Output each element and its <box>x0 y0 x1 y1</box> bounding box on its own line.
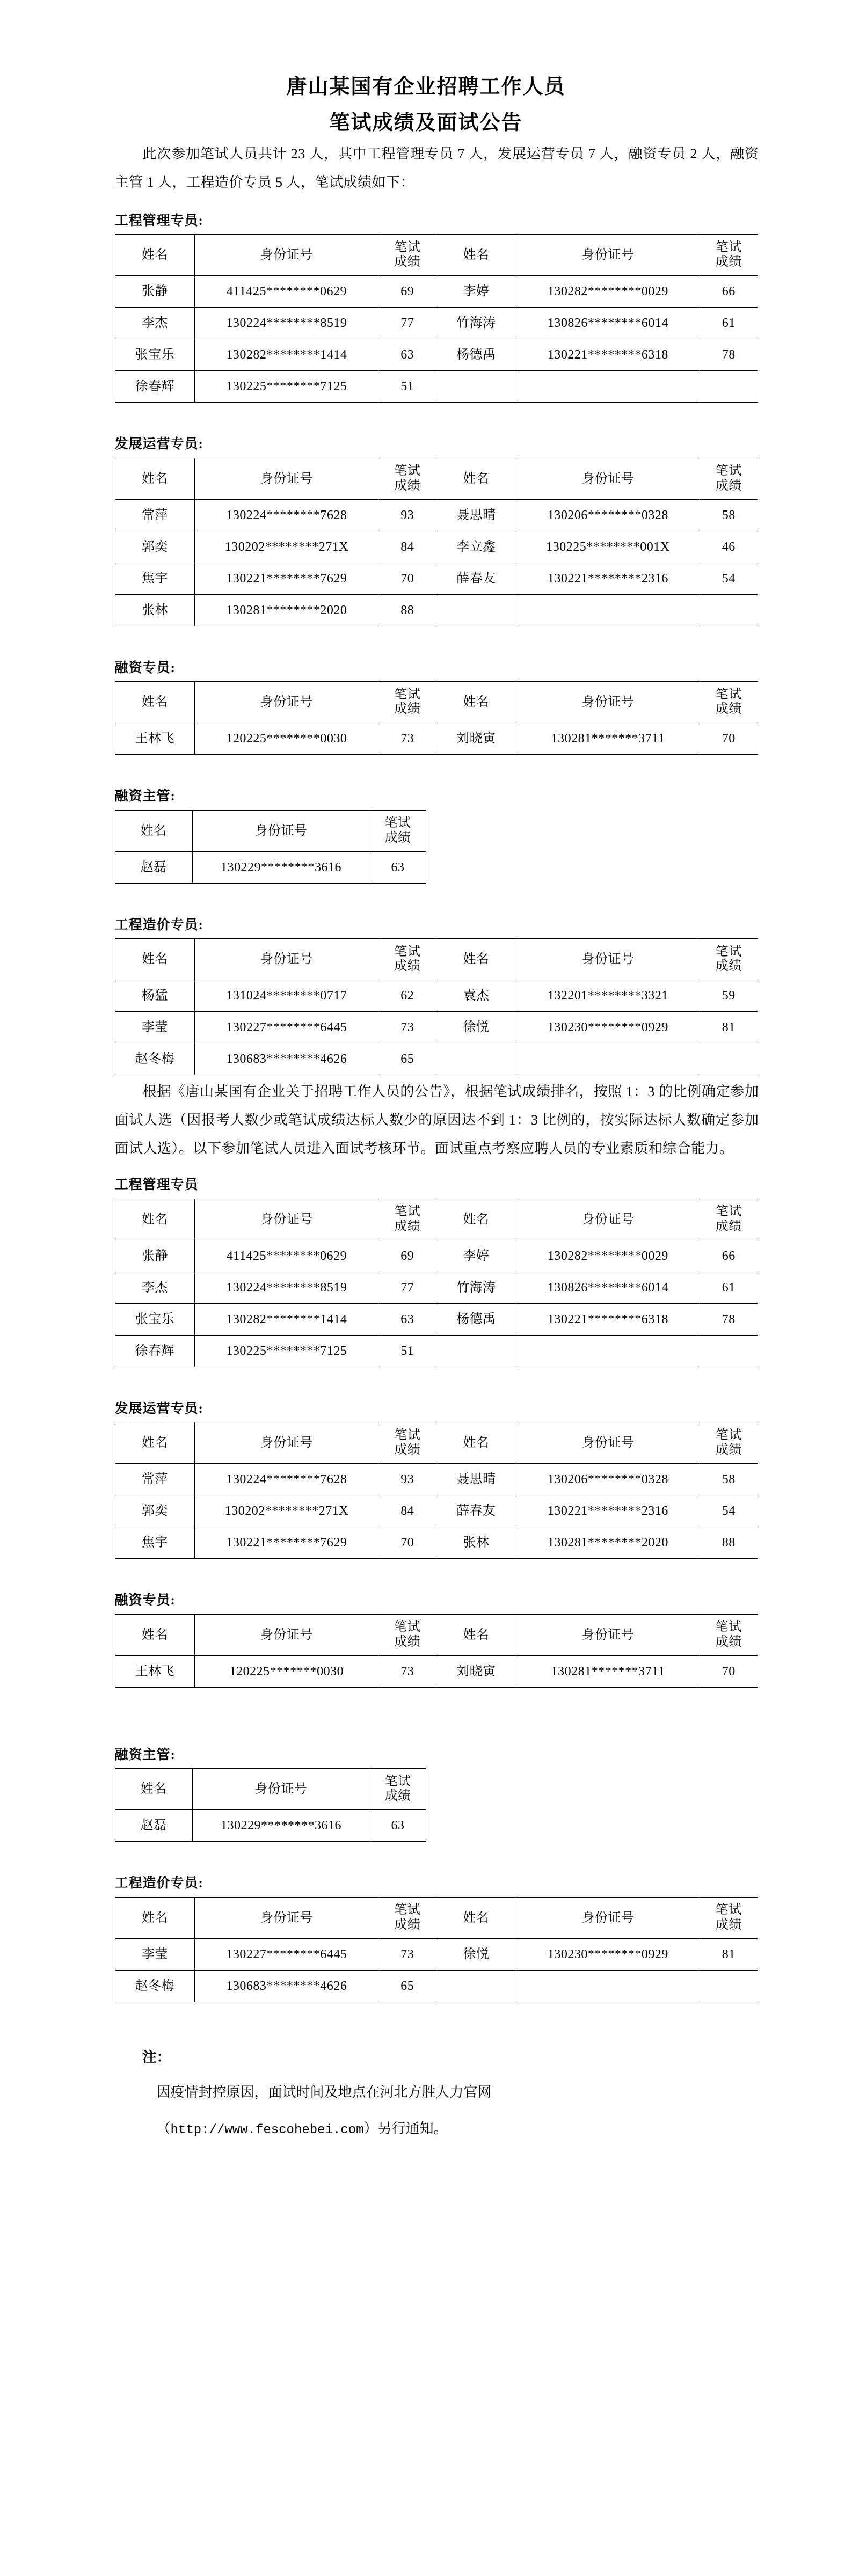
table-financing-supervisor-interview <box>115 1768 426 1842</box>
section-label-financing-supervisor-interview: 融资主管: <box>114 1747 176 1762</box>
table-dev-operations-written <box>115 458 758 626</box>
column-header-id-right: 身份证号 <box>516 1614 700 1655</box>
cell-score-left: 63 <box>378 339 436 371</box>
table-body <box>115 1240 758 1367</box>
table-row <box>115 851 426 883</box>
column-header-score-left: 笔试 成绩 <box>378 682 436 723</box>
cell-name-left: 李莹 <box>115 1938 195 1970</box>
footer-note <box>115 2043 759 2146</box>
cell-id-left: 130225********7125 <box>195 1335 378 1367</box>
section-label-financing-specialist-interview: 融资专员: <box>114 1593 176 1608</box>
cell-id-left: 130224********8519 <box>195 1272 378 1303</box>
column-header-score-right: 笔试 成绩 <box>700 1897 758 1938</box>
section-label-cost-engineering-written: 工程造价专员: <box>114 917 203 932</box>
paren-open: （ <box>156 2120 171 2136</box>
column-header-score-left: 笔试 成绩 <box>378 1199 436 1240</box>
cell-id-right: 130221********6318 <box>516 1303 700 1335</box>
section-label-engineering-mgmt-written: 工程管理专员: <box>114 213 203 228</box>
note-line-1: 因疫情封控原因，面试时间及地点在河北方胜人力官网 <box>156 2084 492 2100</box>
column-header-id-left: 身份证号 <box>195 458 378 499</box>
table-row <box>115 276 758 308</box>
cell-score-right <box>700 594 758 626</box>
column-header-name-right: 姓名 <box>436 1897 516 1938</box>
column-header-name-right: 姓名 <box>436 1422 516 1464</box>
cell-id-right <box>516 1335 700 1367</box>
cell-id-left: 130227********6445 <box>195 1938 378 1970</box>
cell-name-left: 张静 <box>115 276 195 308</box>
cell-id-left: 130202********271X <box>195 531 378 563</box>
cell-score-left: 63 <box>378 1303 436 1335</box>
criteria-paragraph: 根据《唐山某国有企业关于招聘工作人员的公告》，根据笔试成绩排名，按照 1：3 的比例确定参加面试人选（因报考人数少或笔试成绩达标人数少的原因达不到 1：3 比例的，按实际达标人数确定参加面试人选）。以下参加笔试人员进入面试考核环节。面试重点考察应聘人员的专业素质和综合能力。 <box>114 1084 759 1157</box>
column-header-id-right: 身份证号 <box>516 235 700 276</box>
table-row <box>115 308 758 339</box>
column-header-id-right: 身份证号 <box>516 1199 700 1240</box>
column-header-score-right: 笔试 成绩 <box>700 458 758 499</box>
cell-name-left: 张宝乐 <box>115 339 195 371</box>
column-header-id-right: 身份证号 <box>516 458 700 499</box>
cell-id-left: 130225********7125 <box>195 371 378 403</box>
table-header-row <box>115 1422 758 1464</box>
cell-name-left: 赵冬梅 <box>115 1970 195 2002</box>
cell-score-left: 77 <box>378 1272 436 1303</box>
cell-name-left: 常萍 <box>115 1464 195 1495</box>
cell-score-right: 58 <box>700 1464 758 1495</box>
table-header-row <box>115 1897 758 1938</box>
cell-name-left: 郭奕 <box>115 1495 195 1527</box>
cell-score-right: 66 <box>700 276 758 308</box>
cell-name-right: 刘晓寅 <box>436 1655 516 1687</box>
table-header <box>115 1199 758 1240</box>
table-financing-supervisor-written <box>115 810 426 884</box>
page-title-line-2: 笔试成绩及面试公告 <box>329 111 523 134</box>
column-header-name-left: 姓名 <box>115 1422 195 1464</box>
table-row <box>115 980 758 1012</box>
table-row <box>115 1303 758 1335</box>
cell-name-left: 张静 <box>115 1240 195 1272</box>
cell-name-left: 张林 <box>115 594 195 626</box>
table-financing-specialist-interview <box>115 1614 758 1688</box>
column-header-score-right: 笔试 成绩 <box>700 1422 758 1464</box>
table-row <box>115 339 758 371</box>
table-row <box>115 563 758 594</box>
section-label-financing-supervisor-written: 融资主管: <box>114 789 176 804</box>
table-row <box>115 1495 758 1527</box>
cell-id-right <box>516 1970 700 2002</box>
cell-id-left: 130281********2020 <box>195 594 378 626</box>
table-engineering-mgmt-interview <box>115 1199 758 1367</box>
column-header-id-right: 身份证号 <box>516 939 700 980</box>
cell-name-left: 常萍 <box>115 499 195 531</box>
table-body <box>115 851 426 883</box>
cell-score-right: 66 <box>700 1240 758 1272</box>
table-row <box>115 1272 758 1303</box>
table-body <box>115 1938 758 2002</box>
cell-name-right: 竹海涛 <box>436 1272 516 1303</box>
column-header-name-left: 姓名 <box>115 1199 195 1240</box>
cell-name-right: 李婷 <box>436 1240 516 1272</box>
cell-name-right: 李立鑫 <box>436 531 516 563</box>
table-body <box>115 499 758 626</box>
table-row <box>115 531 758 563</box>
cell-score-left: 51 <box>378 1335 436 1367</box>
cell-name-left: 徐春辉 <box>115 1335 195 1367</box>
cell-name-left: 张宝乐 <box>115 1303 195 1335</box>
column-header-score: 笔试 成绩 <box>370 1769 426 1810</box>
column-header-name-left: 姓名 <box>115 1897 195 1938</box>
document-body <box>93 140 759 2216</box>
table-header-row <box>115 1769 426 1810</box>
cell-id-left: 120225*******0030 <box>195 1655 378 1687</box>
cell-score-right <box>700 1043 758 1075</box>
cell-id-right: 130826********6014 <box>516 1272 700 1303</box>
cell-id-right: 130230********0929 <box>516 1012 700 1043</box>
column-header-score: 笔试 成绩 <box>370 810 426 851</box>
cell-id-right: 130826********6014 <box>516 308 700 339</box>
cell-name-right <box>436 1043 516 1075</box>
table-row <box>115 1970 758 2002</box>
table-dev-operations-interview <box>115 1422 758 1559</box>
cell-score: 63 <box>370 1810 426 1842</box>
column-header-name-left: 姓名 <box>115 682 195 723</box>
table-cost-engineering-written <box>115 938 758 1075</box>
cell-id-left: 130683********4626 <box>195 1970 378 2002</box>
cell-name-left: 郭奕 <box>115 531 195 563</box>
cell-id-right: 130281*******3711 <box>516 723 700 755</box>
cell-id-right <box>516 594 700 626</box>
column-header-id-right: 身份证号 <box>516 1897 700 1938</box>
cell-score-left: 73 <box>378 1938 436 1970</box>
cell-name-right <box>436 594 516 626</box>
table-header-row <box>115 939 758 980</box>
cell-id-right <box>516 1043 700 1075</box>
cell-id-left: 130221********7629 <box>195 1527 378 1559</box>
column-header-score-right: 笔试 成绩 <box>700 682 758 723</box>
column-header-id-left: 身份证号 <box>195 1422 378 1464</box>
cell-score-left: 84 <box>378 531 436 563</box>
column-header-name-left: 姓名 <box>115 1614 195 1655</box>
table-header <box>115 810 426 851</box>
cell-id-right: 130282********0029 <box>516 1240 700 1272</box>
table-row <box>115 1527 758 1559</box>
cell-score-right: 46 <box>700 531 758 563</box>
column-header-score-left: 笔试 成绩 <box>378 458 436 499</box>
cell-score-right: 88 <box>700 1527 758 1559</box>
cell-name: 赵磊 <box>115 1810 192 1842</box>
column-header-score-left: 笔试 成绩 <box>378 1897 436 1938</box>
cell-score-right: 59 <box>700 980 758 1012</box>
table-row <box>115 1810 426 1842</box>
cell-id-left: 130221********7629 <box>195 563 378 594</box>
column-header-name-left: 姓名 <box>115 235 195 276</box>
cell-score-right: 78 <box>700 1303 758 1335</box>
cell-id-right: 130221********2316 <box>516 1495 700 1527</box>
table-body <box>115 276 758 403</box>
table-row <box>115 594 758 626</box>
cell-name-left: 赵冬梅 <box>115 1043 195 1075</box>
cell-name-left: 杨猛 <box>115 980 195 1012</box>
column-header-id-right: 身份证号 <box>516 1422 700 1464</box>
column-header-score-right: 笔试 成绩 <box>700 1199 758 1240</box>
cell-name-left: 王林飞 <box>115 723 195 755</box>
cell-id-left: 130224********7628 <box>195 1464 378 1495</box>
section-label-cost-engineering-interview: 工程造价专员: <box>114 1876 203 1891</box>
cell-name-right: 袁杰 <box>436 980 516 1012</box>
cell-score-right: 81 <box>700 1938 758 1970</box>
table-header <box>115 1614 758 1655</box>
table-header <box>115 1897 758 1938</box>
section-label-dev-operations-written: 发展运营专员: <box>114 437 203 452</box>
column-header-name-right: 姓名 <box>436 458 516 499</box>
column-header-score-right: 笔试 成绩 <box>700 1614 758 1655</box>
cell-name-right: 徐悦 <box>436 1938 516 1970</box>
cell-score-right: 58 <box>700 499 758 531</box>
column-header-score-right: 笔试 成绩 <box>700 939 758 980</box>
official-website-url[interactable]: http://www.fescohebei.com <box>170 2122 364 2137</box>
table-header <box>115 1422 758 1464</box>
cell-id-right: 130281********2020 <box>516 1527 700 1559</box>
table-header <box>115 682 758 723</box>
cell-id-left: 411425********0629 <box>195 276 378 308</box>
cell-name-right: 聂思晴 <box>436 1464 516 1495</box>
cell-id-left: 130224********7628 <box>195 499 378 531</box>
cell-id-right: 130230********0929 <box>516 1938 700 1970</box>
column-header-name-right: 姓名 <box>436 1199 516 1240</box>
cell-name-right: 薛春友 <box>436 563 516 594</box>
cell-score-left: 70 <box>378 563 436 594</box>
cell-name-right: 竹海涛 <box>436 308 516 339</box>
cell-score-left: 93 <box>378 1464 436 1495</box>
cell-score-right: 61 <box>700 1272 758 1303</box>
cell-score-left: 65 <box>378 1970 436 2002</box>
page-title <box>0 0 852 140</box>
cell-id: 130229********3616 <box>192 851 370 883</box>
cell-score-left: 93 <box>378 499 436 531</box>
table-header-row <box>115 810 426 851</box>
cell-id-left: 120225********0030 <box>195 723 378 755</box>
table-body <box>115 1464 758 1559</box>
column-header-id-left: 身份证号 <box>195 939 378 980</box>
cell-id-left: 130224********8519 <box>195 308 378 339</box>
column-header-id-left: 身份证号 <box>195 1614 378 1655</box>
cell-name-left: 焦宇 <box>115 563 195 594</box>
cell-name: 赵磊 <box>115 851 192 883</box>
cell-name-right <box>436 371 516 403</box>
cell-id-left: 411425********0629 <box>195 1240 378 1272</box>
table-header-row <box>115 235 758 276</box>
cell-score-left: 51 <box>378 371 436 403</box>
cell-score-left: 73 <box>378 723 436 755</box>
page-title-line-1: 唐山某国有企业招聘工作人员 <box>286 76 566 98</box>
cell-name-right <box>436 1970 516 2002</box>
table-body <box>115 723 758 755</box>
section-label-engineering-mgmt-interview: 工程管理专员 <box>114 1178 199 1193</box>
table-financing-specialist-written <box>115 681 758 755</box>
column-header-id: 身份证号 <box>192 1769 370 1810</box>
cell-id-left: 131024********0717 <box>195 980 378 1012</box>
cell-score-left: 70 <box>378 1527 436 1559</box>
cell-score-right <box>700 1335 758 1367</box>
cell-score-right: 54 <box>700 563 758 594</box>
cell-score-right: 61 <box>700 308 758 339</box>
column-header-id: 身份证号 <box>192 810 370 851</box>
table-row <box>115 1043 758 1075</box>
note-line-2-tail: ）另行通知。 <box>363 2120 448 2136</box>
column-header-id-left: 身份证号 <box>195 682 378 723</box>
table-body <box>115 980 758 1075</box>
cell-id-right: 130281*******3711 <box>516 1655 700 1687</box>
column-header-name-right: 姓名 <box>436 939 516 980</box>
cell-name-left: 焦宇 <box>115 1527 195 1559</box>
table-header-row <box>115 458 758 499</box>
column-header-id-right: 身份证号 <box>516 682 700 723</box>
cell-id: 130229********3616 <box>192 1810 370 1842</box>
cell-score-right: 54 <box>700 1495 758 1527</box>
table-header-row <box>115 1199 758 1240</box>
table-body <box>115 1655 758 1687</box>
column-header-score-right: 笔试 成绩 <box>700 235 758 276</box>
cell-score-left: 77 <box>378 308 436 339</box>
cell-id-right: 130225********001X <box>516 531 700 563</box>
table-row <box>115 1240 758 1272</box>
cell-name-left: 李杰 <box>115 308 195 339</box>
table-header <box>115 1769 426 1810</box>
column-header-score-left: 笔试 成绩 <box>378 235 436 276</box>
table-body <box>115 1810 426 1842</box>
table-header-row <box>115 682 758 723</box>
cell-id-left: 130282********1414 <box>195 339 378 371</box>
table-header <box>115 235 758 276</box>
column-header-score-left: 笔试 成绩 <box>378 939 436 980</box>
cell-score-left: 69 <box>378 276 436 308</box>
column-header-name-left: 姓名 <box>115 458 195 499</box>
column-header-id-left: 身份证号 <box>195 1897 378 1938</box>
cell-id-right: 130221********2316 <box>516 563 700 594</box>
cell-name-right: 杨德禹 <box>436 1303 516 1335</box>
table-engineering-mgmt-written <box>115 234 758 403</box>
cell-score-left: 84 <box>378 1495 436 1527</box>
cell-score-right <box>700 371 758 403</box>
cell-score-right: 81 <box>700 1012 758 1043</box>
cell-score-left: 69 <box>378 1240 436 1272</box>
column-header-score-left: 笔试 成绩 <box>378 1422 436 1464</box>
table-row <box>115 723 758 755</box>
cell-id-right: 130282********0029 <box>516 276 700 308</box>
cell-id-right <box>516 371 700 403</box>
cell-name-right <box>436 1335 516 1367</box>
cell-id-right: 130206********0328 <box>516 499 700 531</box>
note-label: 注： <box>142 2049 171 2065</box>
table-row <box>115 499 758 531</box>
cell-score-right: 78 <box>700 339 758 371</box>
table-header <box>115 458 758 499</box>
section-label-dev-operations-interview: 发展运营专员: <box>114 1401 203 1416</box>
table-row <box>115 371 758 403</box>
cell-name-right: 杨德禹 <box>436 339 516 371</box>
cell-name-right: 李婷 <box>436 276 516 308</box>
column-header-name: 姓名 <box>115 1769 192 1810</box>
cell-name-right: 张林 <box>436 1527 516 1559</box>
column-header-name-right: 姓名 <box>436 682 516 723</box>
table-header <box>115 939 758 980</box>
cell-score-left: 62 <box>378 980 436 1012</box>
note-line-2 <box>115 2113 759 2146</box>
cell-score-left: 73 <box>378 1655 436 1687</box>
table-row <box>115 1655 758 1687</box>
table-cost-engineering-interview <box>115 1897 758 2002</box>
cell-name-right: 薛春友 <box>436 1495 516 1527</box>
cell-name-left: 徐春辉 <box>115 371 195 403</box>
cell-score-right <box>700 1970 758 2002</box>
column-header-name-right: 姓名 <box>436 1614 516 1655</box>
column-header-id-left: 身份证号 <box>195 235 378 276</box>
cell-score-right: 70 <box>700 723 758 755</box>
cell-name-left: 王林飞 <box>115 1655 195 1687</box>
column-header-name: 姓名 <box>115 810 192 851</box>
cell-id-left: 130227********6445 <box>195 1012 378 1043</box>
cell-name-right: 徐悦 <box>436 1012 516 1043</box>
column-header-score-left: 笔试 成绩 <box>378 1614 436 1655</box>
column-header-name-right: 姓名 <box>436 235 516 276</box>
cell-id-right: 130221********6318 <box>516 339 700 371</box>
table-row <box>115 1012 758 1043</box>
table-row <box>115 1335 758 1367</box>
bottom-spacer <box>115 2146 759 2216</box>
column-header-id-left: 身份证号 <box>195 1199 378 1240</box>
cell-score-left: 73 <box>378 1012 436 1043</box>
cell-name-right: 刘晓寅 <box>436 723 516 755</box>
cell-score-right: 70 <box>700 1655 758 1687</box>
section-label-financing-specialist-written: 融资专员: <box>114 660 176 675</box>
cell-id-right: 130206********0328 <box>516 1464 700 1495</box>
cell-score: 63 <box>370 851 426 883</box>
table-header-row <box>115 1614 758 1655</box>
cell-id-right: 132201********3321 <box>516 980 700 1012</box>
table-row <box>115 1464 758 1495</box>
cell-name-right: 聂思晴 <box>436 499 516 531</box>
cell-name-left: 李莹 <box>115 1012 195 1043</box>
cell-name-left: 李杰 <box>115 1272 195 1303</box>
cell-id-left: 130202********271X <box>195 1495 378 1527</box>
cell-id-left: 130683********4626 <box>195 1043 378 1075</box>
cell-score-left: 65 <box>378 1043 436 1075</box>
column-header-name-left: 姓名 <box>115 939 195 980</box>
cell-score-left: 88 <box>378 594 436 626</box>
intro-paragraph: 此次参加笔试人员共计 23 人，其中工程管理专员 7 人，发展运营专员 7 人，融资专员 2 人，融资主管 1 人，工程造价专员 5 人，笔试成绩如下： <box>114 145 759 190</box>
cell-id-left: 130282********1414 <box>195 1303 378 1335</box>
table-row <box>115 1938 758 1970</box>
